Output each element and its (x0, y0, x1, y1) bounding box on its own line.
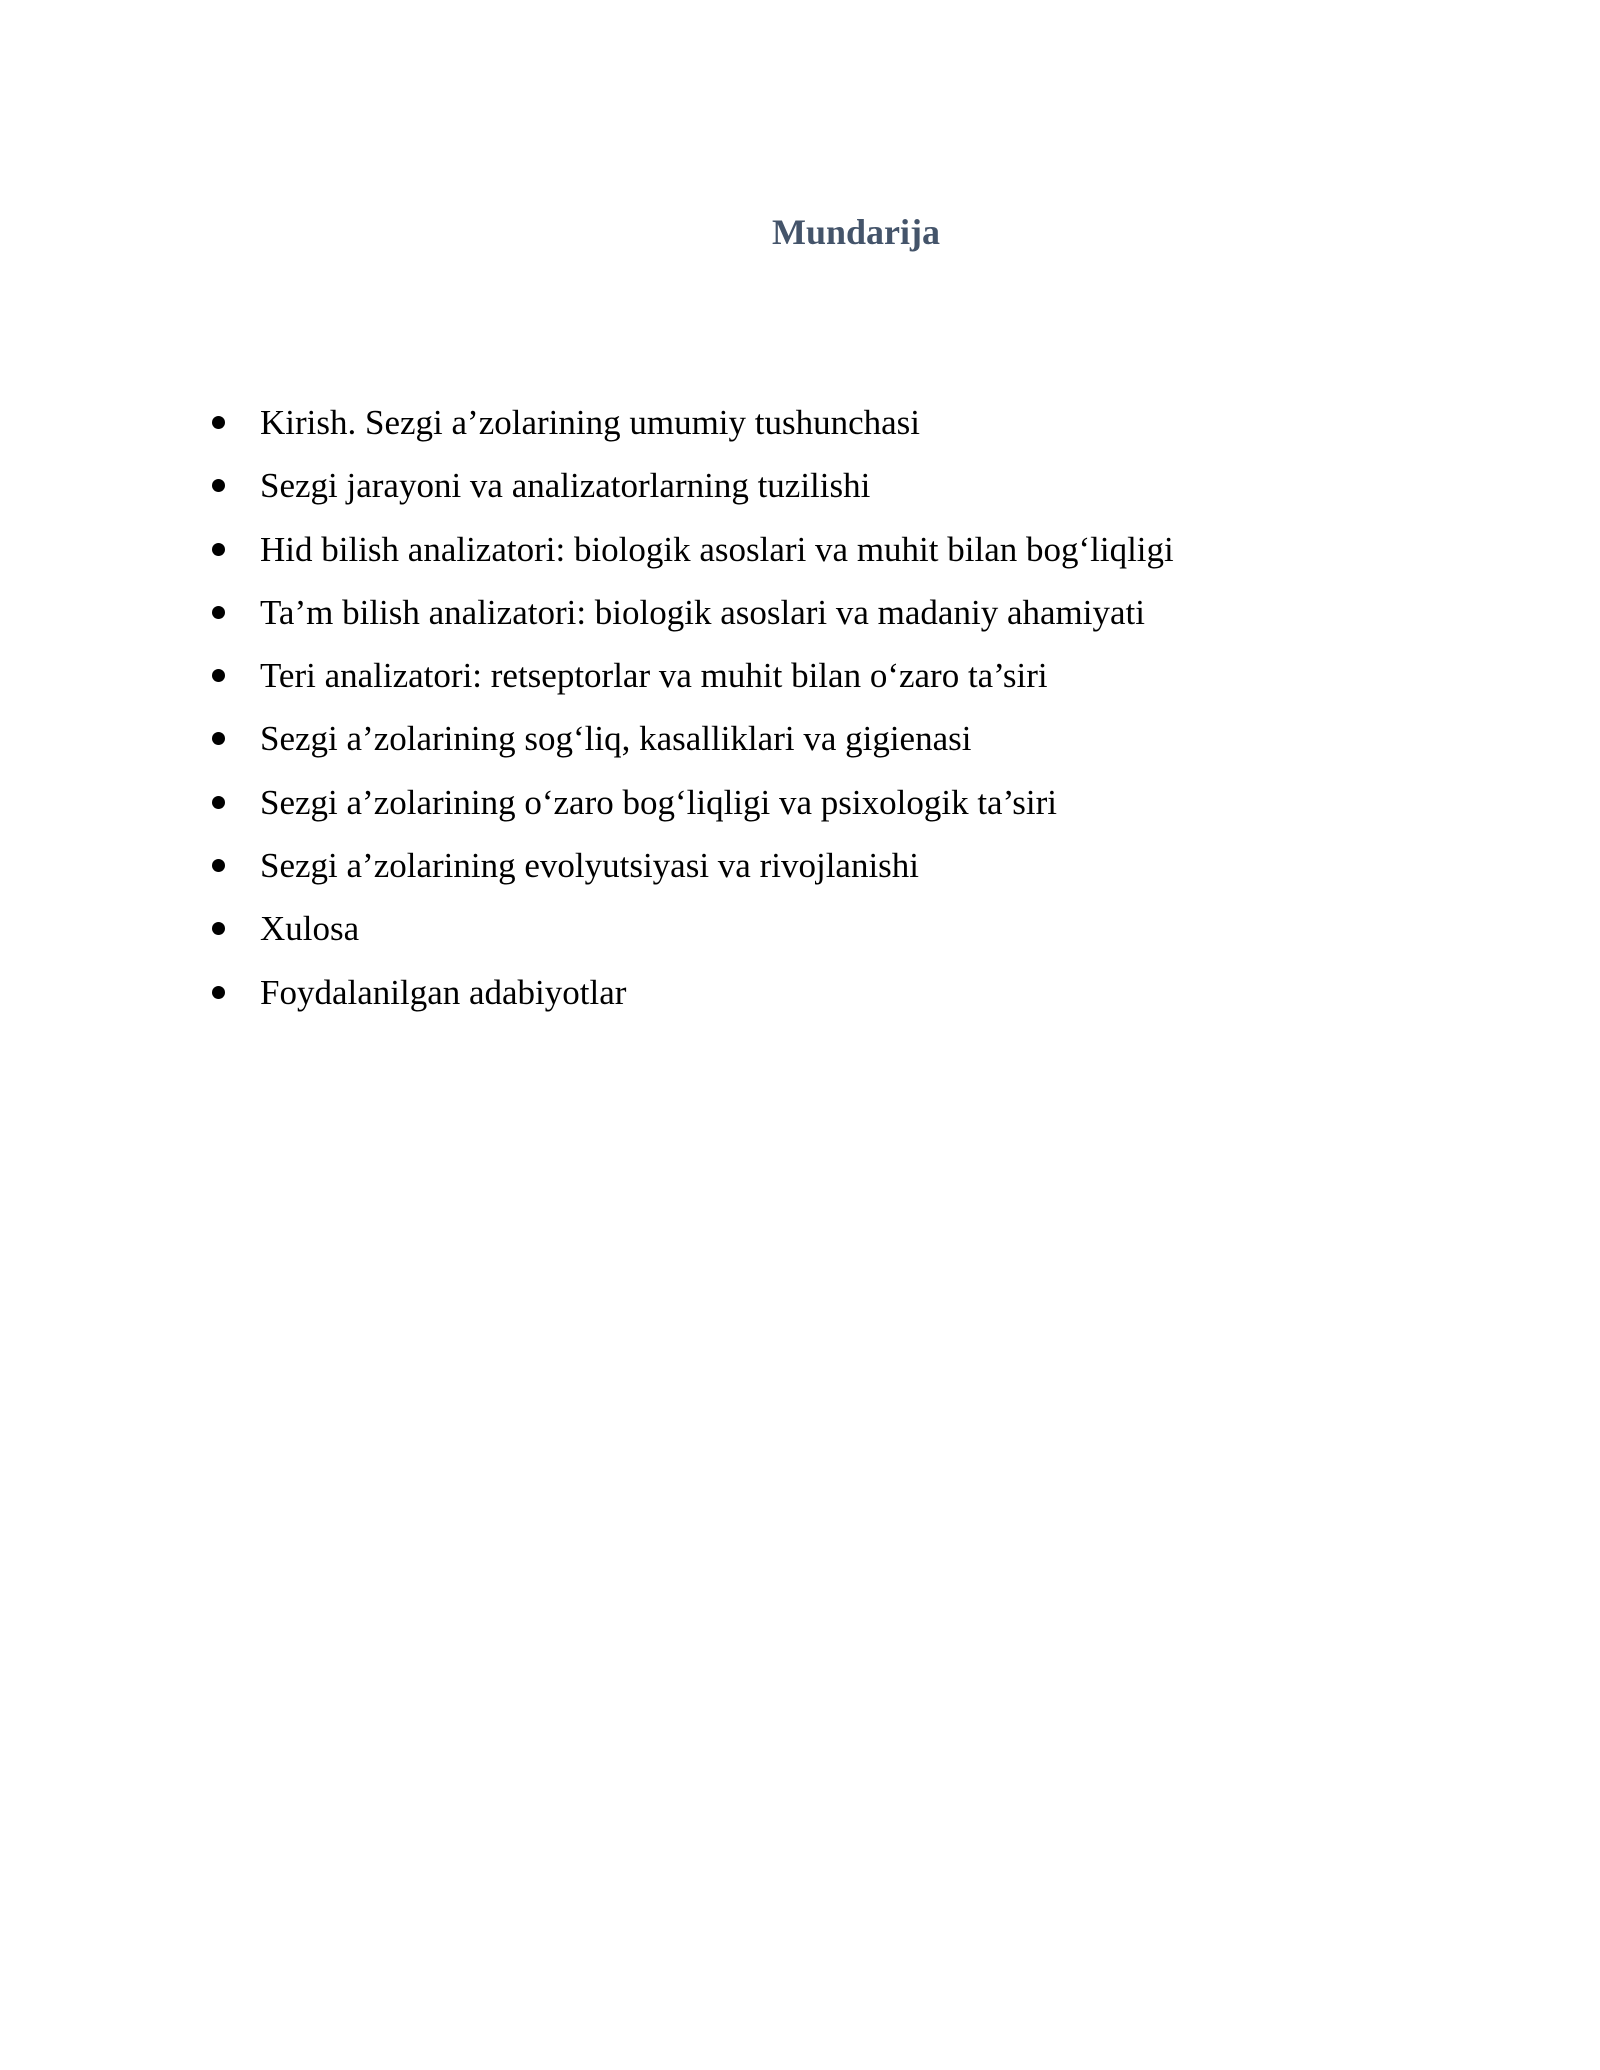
toc-item-label: Ta’m bilish analizatori: biologik asoslari va madaniy ahamiyati (260, 592, 1145, 632)
toc-item-label: Sezgi a’zolarining sog‘liq, kasalliklari va gigienasi (260, 719, 972, 759)
bullet-dot-icon (212, 416, 225, 429)
toc-item-label: Teri analizatori: retseptorlar va muhit bilan o‘zaro ta’siri (260, 656, 1048, 696)
toc-item-label: Sezgi a’zolarining evolyutsiyasi va rivojlanishi (260, 846, 920, 886)
toc-item-label: Xulosa (260, 909, 360, 949)
bullet-dot-icon (212, 543, 225, 556)
toc-item-label: Sezgi a’zolarining o‘zaro bog‘liqligi va psixologik ta’siri (260, 782, 1058, 822)
toc-item-label: Kirish. Sezgi a’zolarining umumiy tushunchasi (260, 403, 921, 442)
toc-item-label: Foydalanilgan adabiyotlar (260, 972, 627, 1012)
bullet-dot-icon (212, 859, 225, 872)
bullet-dot-icon (212, 669, 225, 682)
bullet-dot-icon (212, 986, 225, 999)
bullet-dot-icon (212, 796, 225, 809)
bullet-dot-icon (212, 606, 225, 619)
page-title: Mundarija (771, 212, 940, 252)
bullet-dot-icon (212, 732, 225, 745)
bullet-dot-icon (212, 922, 225, 935)
toc-item-label: Sezgi jarayoni va analizatorlarning tuzilishi (260, 466, 871, 506)
bullet-dot-icon (212, 479, 225, 492)
toc-item-label: Hid bilish analizatori: biologik asoslari va muhit bilan bog‘liqligi (260, 529, 1174, 569)
